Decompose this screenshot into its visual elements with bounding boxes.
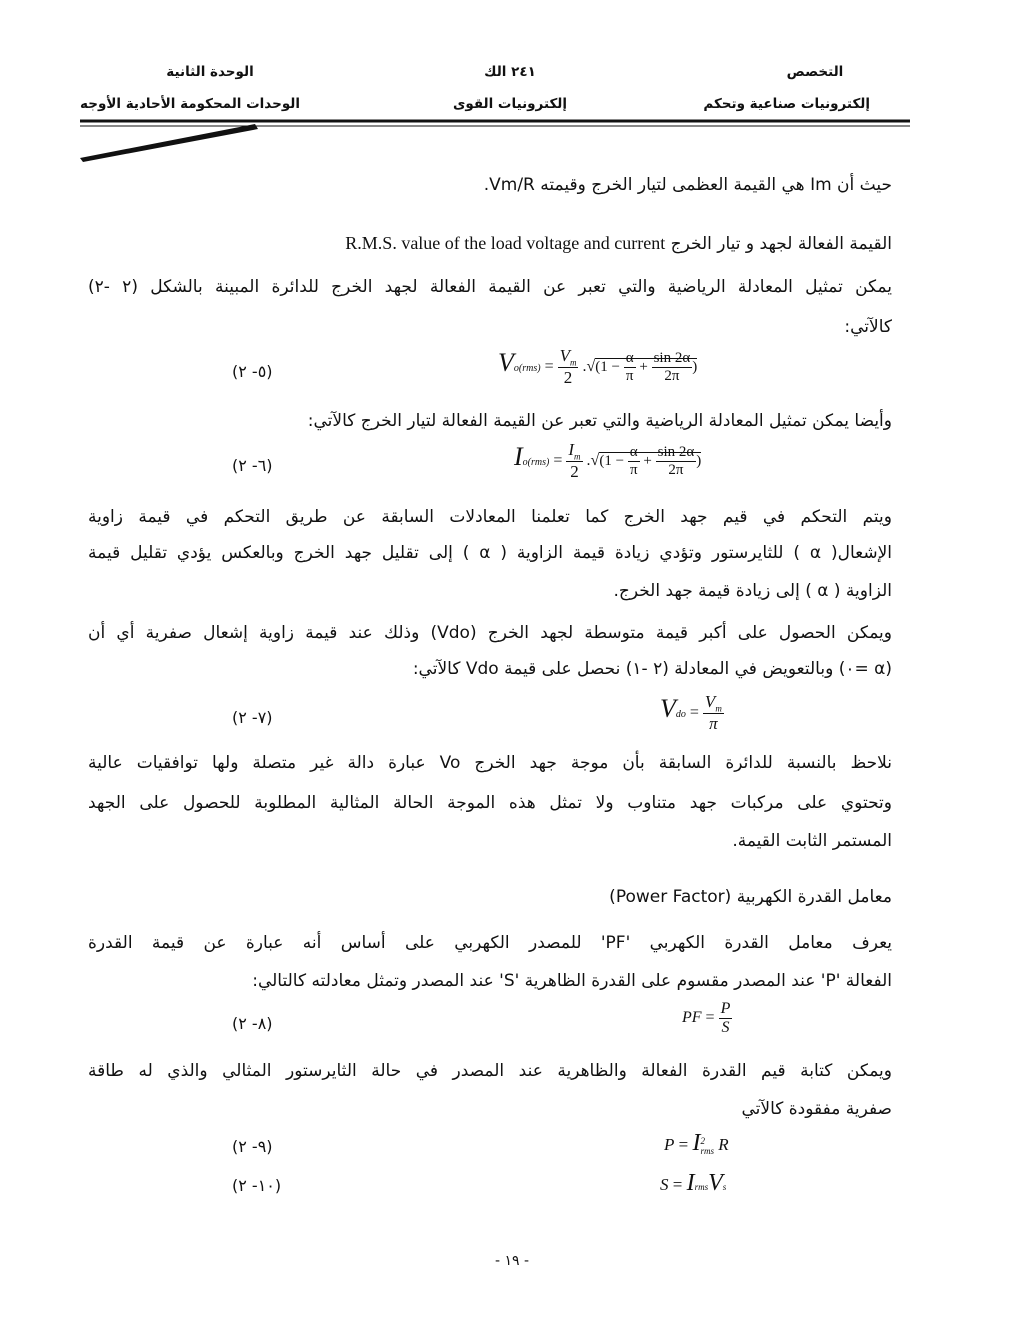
text-firing-angle-3: الزاوية ( α ) إلى زيادة قيمة جهد الخرج. (613, 581, 892, 601)
text-vdo-1: ويمكن الحصول على أكبر قيمة متوسطة لجهد الخرج (Vdo) وذلك عند قيمة زاوية إشعال صفرية أي أن (88, 623, 892, 643)
equation-number-8: (٨- ٢) (232, 1014, 273, 1033)
rms-heading (345, 232, 892, 255)
text-rms-current-intro: وأيضا يمكن تمثيل المعادلة الرياضية والتي تعبر عن القيمة الفعالة لتيار الخرج كالآتي: (307, 411, 892, 431)
equation-6: Io(rms) = $\frac{I_m}{2}$ .√(1 − $\frac{\alpha}{\pi}$ + $\frac{\sin 2\alpha}{2\pi}$ ) (514, 440, 702, 482)
equation-7: Vdo = $\frac{V_m}{\pi}$ (660, 692, 722, 734)
text-vo-note-3: المستمر الثابت القيمة. (732, 831, 892, 851)
equation-number-5: (٥- ٢) (232, 362, 273, 381)
text-pf-definition-1: يعرف معامل القدرة الكهربي 'PF' للمصدر الكهربي على أساس أنه عبارة عن قيمة القدرة (88, 933, 893, 953)
equation-5: Vo(rms) = $\frac{V_m}{2}$ .√(1 − $\frac{\alpha}{\pi}$ + $\frac{\sin 2\alpha}{2\pi}$ ) (498, 346, 698, 388)
text-rms-voltage-intro-2: كالآتي: (844, 317, 892, 337)
text-im-definition: حيث أن Im هي القيمة العظمى لتيار الخرج وقيمته Vm/R. (483, 175, 892, 195)
header-unit-number: الوحدة الثانية (166, 64, 254, 80)
header-specialty-value: إلكترونيات صناعية وتحكم (703, 96, 870, 112)
header-course-name: إلكترونيات القوى (452, 96, 567, 112)
text-pf-definition-2: الفعالة 'P' عند المصدر مقسوم على القدرة الظاهرية 'S' عند المصدر وتمثل معادلته كالتالي: (252, 971, 892, 991)
header-specialty-label: التخصص (786, 64, 844, 80)
equation-number-7: (٧- ٢) (232, 708, 273, 727)
text-vo-note-1: نلاحظ بالنسبة للدائرة السابقة بأن موجة جهد الخرج Vo عبارة دالة غير متصلة ولها توافقيات عالية (88, 753, 892, 773)
header-rule (80, 118, 910, 164)
equation-8: PF = $\frac{P}{S}$ (682, 1000, 731, 1036)
text-vdo-2: (α =٠) وبالتعويض في المعادلة (٢ -١) نحصل على قيمة Vdo كالآتي: (412, 659, 892, 679)
equation-number-10: (١٠- ٢) (232, 1176, 282, 1195)
equation-number-9: (٩- ٢) (232, 1137, 273, 1156)
equation-9: P = I2 rms R (664, 1130, 729, 1157)
equation-10: S = IrmsVs (660, 1170, 727, 1196)
text-vo-note-2: وتحتوي على مركبات جهد متناوب ولا تمثل هذه الموجة الحالة المثالية المطلوبة للحصول على الجهد (88, 793, 892, 813)
header-unit-title: الوحدات المحكومة الأحادية الأوجه (80, 96, 300, 112)
text-rms-voltage-intro-1: يمكن تمثيل المعادلة الرياضية والتي تعبر عن القيمة الفعالة لجهد الخرج للدائرة المبينة بالشكل (٢ -٢) (88, 277, 892, 297)
rms-heading-english: R.M.S. value of the load voltage and current (345, 233, 666, 253)
header-course-code: ٢٤١ الك (484, 64, 536, 80)
rms-heading-arabic: القيمة الفعالة لجهد و تيار الخرج (670, 234, 892, 254)
power-factor-heading: معامل القدرة الكهربية (Power Factor) (609, 887, 892, 907)
text-power-values-1: ويمكن كتابة قيم القدرة الفعالة والظاهرية عند المصدر في حالة الثايرستور المثالي والذي له طاقة (88, 1061, 892, 1081)
page-number: - ١٩ - (494, 1253, 530, 1269)
text-power-values-2: صفرية مفقودة كالآتي (741, 1099, 892, 1119)
equation-number-6: (٦- ٢) (232, 456, 273, 475)
text-firing-angle-1: ويتم التحكم في قيم جهد الخرج كما تعلمنا المعادلات السابقة عن طريق التحكم في قيمة زاوية (88, 507, 892, 527)
text-firing-angle-2: الإشعال( α ) للثايرستور وتؤدي زيادة قيمة الزاوية ( α ) إلى تقليل جهد الخرج وبالعكس يؤدي تقليل قيمة (88, 543, 893, 563)
